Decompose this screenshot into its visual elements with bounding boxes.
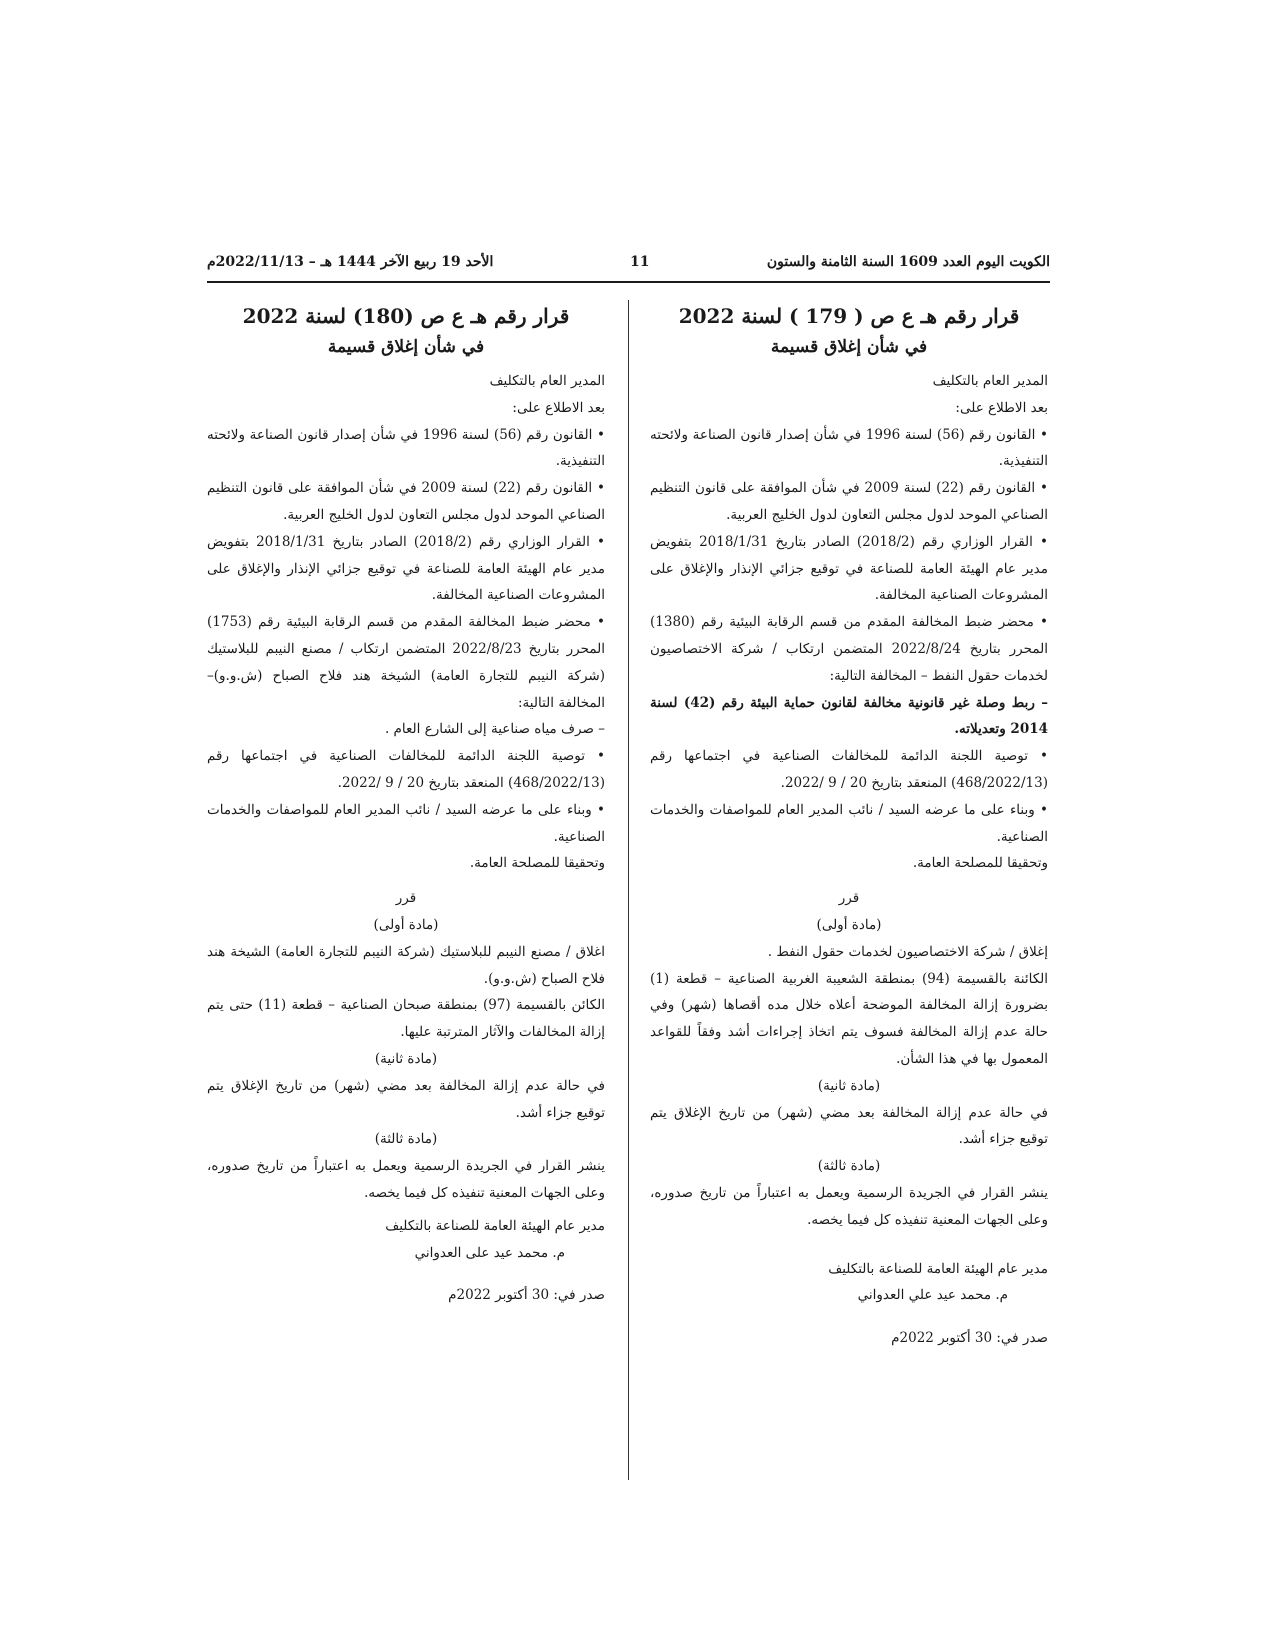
article-text: ينشر القرار في الجريدة الرسمية ويعمل به اعتباراً من تاريخ صدوره، وعلى الجهات المعنية تنفيذه كل فيما يخصه. [650, 1184, 1048, 1228]
article-heading: (مادة ثانية) [374, 1050, 438, 1067]
signatory-name: م. محمد عيد علي العدواني [857, 1287, 1008, 1304]
decree-subtitle: في شأن إغلاق قسيمة [327, 337, 485, 357]
signatory-title: مدير عام الهيئة العامة للصناعة بالتكليف [385, 1217, 605, 1234]
role-line: المدير العام بالتكليف [489, 373, 605, 389]
preamble-item: • وبناء على ما عرضه السيد / نائب المدير العام للمواصفات والخدمات الصناعية. [207, 801, 605, 845]
signatory-title: مدير عام الهيئة العامة للصناعة بالتكليف [828, 1260, 1048, 1277]
decided-label: قرر [838, 890, 860, 907]
preamble-item: • القرار الوزاري رقم (2018/2) الصادر بتاريخ 2018/1/31 بتفويض مدير عام الهيئة العامة للصناعة في توقيع جزائي الإنذار والإغلاق على المشروعات الصناعية المخالفة. [207, 533, 605, 604]
decree-title: قرار رقم هـ ع ص ( 179 ) لسنة 2022 [678, 304, 1020, 328]
preamble-item: • محضر ضبط المخالفة المقدم من قسم الرقابة البيئية رقم (1753) المحرر بتاريخ 2022/8/23 المتضمن ارتكاب / مصنع النيبم للبلاستيك (شركة النيبم للتجارة العامة) الشيخة هند فلاح الصباح (ش.و.و)– المخالفة التالية: [207, 614, 605, 711]
article-heading: (مادة أولى) [816, 916, 882, 933]
article-text: الكائنة بالقسيمة (94) بمنطقة الشعيبة الغربية الصناعية – قطعة (1) بضرورة إزالة المخالفة الموضحة أعلاه خلال مده أقصاها (شهر) وفي حالة عدم إزالة المخالفة فسوف يتم اتخاذ إجراءات أشد وفقاً للقواعد المعمول بها في هذا الشأن. [650, 970, 1049, 1067]
decree-title: قرار رقم هـ ع ص (180) لسنة 2022 [242, 304, 570, 328]
preamble-item: • محضر ضبط المخالفة المقدم من قسم الرقابة البيئية رقم (1380) المحرر بتاريخ 2022/8/24 المتضمن ارتكاب / شركة الاختصاصيون لخدمات حقول النفط – المخالفة التالية: [650, 614, 1048, 684]
article-heading: (مادة ثانية) [817, 1077, 881, 1094]
preamble-item: • القانون رقم (22) لسنة 2009 في شأن الموافقة على قانون التنظيم الصناعي الموحد لدول مجلس التعاون لدول الخليج العربية. [650, 480, 1048, 523]
role-line: المدير العام بالتكليف [932, 373, 1048, 389]
article-text: في حالة عدم إزالة المخالفة بعد مضي (شهر) من تاريخ الإغلاق يتم توقيع جزاء أشد. [207, 1077, 605, 1121]
preamble-item: • وبناء على ما عرضه السيد / نائب المدير العام للمواصفات والخدمات الصناعية. [650, 801, 1048, 845]
article-text: إغلاق / شركة الاختصاصيون لخدمات حقول النفط . [767, 943, 1048, 960]
preamble-item: • القانون رقم (22) لسنة 2009 في شأن الموافقة على قانون التنظيم الصناعي الموحد لدول مجلس التعاون لدول الخليج العربية. [207, 480, 605, 523]
page-header [207, 254, 1050, 276]
preamble-item: • القانون رقم (56) لسنة 1996 في شأن إصدار قانون الصناعة ولائحته التنفيذية. [650, 426, 1048, 470]
decree-180 [207, 300, 605, 1309]
decree-subtitle: في شأن إغلاق قسيمة [770, 337, 928, 357]
article-heading: (مادة أولى) [373, 916, 439, 933]
issue-date-line: صدر في: 30 أكتوبر 2022م [448, 1287, 605, 1304]
decree-179 [650, 300, 1048, 1352]
decided-label: قرر [395, 890, 417, 907]
issue-date-line: صدر في: 30 أكتوبر 2022م [891, 1330, 1048, 1347]
preamble-item: • القانون رقم (56) لسنة 1996 في شأن إصدار قانون الصناعة ولائحته التنفيذية. [207, 426, 605, 470]
issue-date: الأحد 19 ربيع الآخر 1444 هـ – 2022/11/13م [207, 254, 494, 270]
preamble-item: • القرار الوزاري رقم (2018/2) الصادر بتاريخ 2018/1/31 بتفويض مدير عام الهيئة العامة للصناعة في توقيع جزائي الإنذار والإغلاق على المشروعات الصناعية المخالفة. [650, 533, 1048, 604]
preamble-item: • توصية اللجنة الدائمة للمخالفات الصناعية في اجتماعها رقم (468/2022/13) المنعقد بتاريخ 20 / 9 /2022. [207, 748, 605, 791]
violation-item: – صرف مياه صناعية إلى الشارع العام . [384, 721, 605, 738]
after-review: بعد الاطلاع على: [955, 399, 1048, 416]
header-rule [207, 281, 1050, 283]
article-text: في حالة عدم إزالة المخالفة بعد مضي (شهر) من تاريخ الإغلاق يتم توقيع جزاء أشد. [650, 1104, 1048, 1148]
article-heading: (مادة ثالثة) [374, 1131, 438, 1148]
gazette-issue: الكويت اليوم العدد 1609 السنة الثامنة والستون [766, 254, 1050, 270]
page-number: 11 [630, 254, 650, 270]
column-divider [628, 300, 629, 1480]
preamble-item: • توصية اللجنة الدائمة للمخالفات الصناعية في اجتماعها رقم (468/2022/13) المنعقد بتاريخ 20 / 9 /2022. [650, 748, 1048, 791]
after-review: بعد الاطلاع على: [512, 399, 605, 416]
preamble-item: وتحقيقا للمصلحة العامة. [912, 855, 1048, 872]
article-text: الكائن بالقسيمة (97) بمنطقة صبحان الصناعية – قطعة (11) حتى يتم إزالة المخالفات والآثار المترتبة عليها. [207, 997, 605, 1041]
article-text: اغلاق / مصنع النيبم للبلاستيك (شركة النيبم للتجارة العامة) الشيخة هند فلاح الصباح (ش.و.و). [207, 943, 605, 987]
article-heading: (مادة ثالثة) [817, 1158, 881, 1175]
violation-item: – ربط وصلة غير قانونية مخالفة لقانون حماية البيئة رقم (42) لسنة 2014 وتعديلاته. [650, 694, 1048, 738]
preamble-item: وتحقيقا للمصلحة العامة. [469, 855, 605, 872]
signatory-name: م. محمد عيد على العدواني [414, 1244, 565, 1261]
article-text: ينشر القرار في الجريدة الرسمية ويعمل به اعتباراً من تاريخ صدوره، وعلى الجهات المعنية تنفيذه كل فيما يخصه. [207, 1158, 605, 1201]
